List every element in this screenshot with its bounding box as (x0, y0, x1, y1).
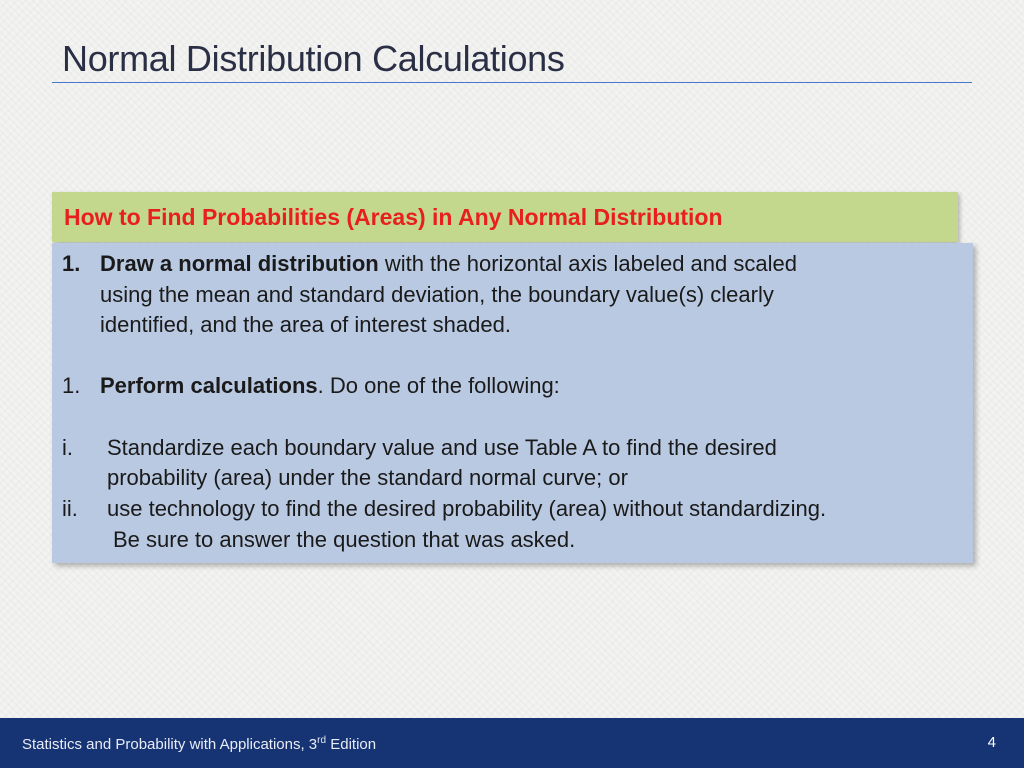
step1-line1 (62, 249, 80, 280)
footer-book-title (22, 735, 376, 753)
page-number: 4 (987, 734, 996, 751)
step1-text-line1: with the horizontal axis labeled and scaled (378, 251, 797, 276)
step1-text-line2: using the mean and standard deviation, the boundary value(s) clearly (100, 282, 774, 307)
step1-text-line3: identified, and the area of interest shaded. (100, 312, 511, 337)
step1-bold: Draw a normal distribution (100, 251, 379, 276)
box-body (52, 243, 973, 563)
footer-edition-sup: rd (317, 735, 327, 746)
option-i-line1: Standardize each boundary value and use Table A to find the desired (107, 435, 777, 460)
footer-bar (0, 718, 1024, 768)
box-header (52, 192, 958, 242)
option-ii-line2: Be sure to answer the question that was asked. (113, 527, 576, 552)
slide-title: Normal Distribution Calculations (62, 38, 565, 79)
box-header-title: How to Find Probabilities (Areas) in Any Normal Distribution (64, 204, 723, 230)
title-divider (52, 82, 972, 83)
step2-number: 1. (62, 373, 81, 398)
step2-bold: Perform calculations (100, 373, 318, 398)
step1-number: 1. (62, 251, 81, 276)
step1-line1-text (100, 249, 797, 280)
option-ii-marker: ii. (62, 496, 78, 521)
footer-book-suffix: Edition (326, 736, 377, 753)
option-i-marker: i. (62, 435, 73, 460)
step2-line (100, 371, 560, 402)
option-ii-line1: use technology to find the desired probability (area) without standardizing. (107, 496, 827, 521)
footer-book-prefix: Statistics and Probability with Applications, 3 (22, 736, 318, 753)
option-i-line2: probability (area) under the standard normal curve; or (107, 465, 628, 490)
step2-text: . Do one of the following: (317, 373, 560, 398)
